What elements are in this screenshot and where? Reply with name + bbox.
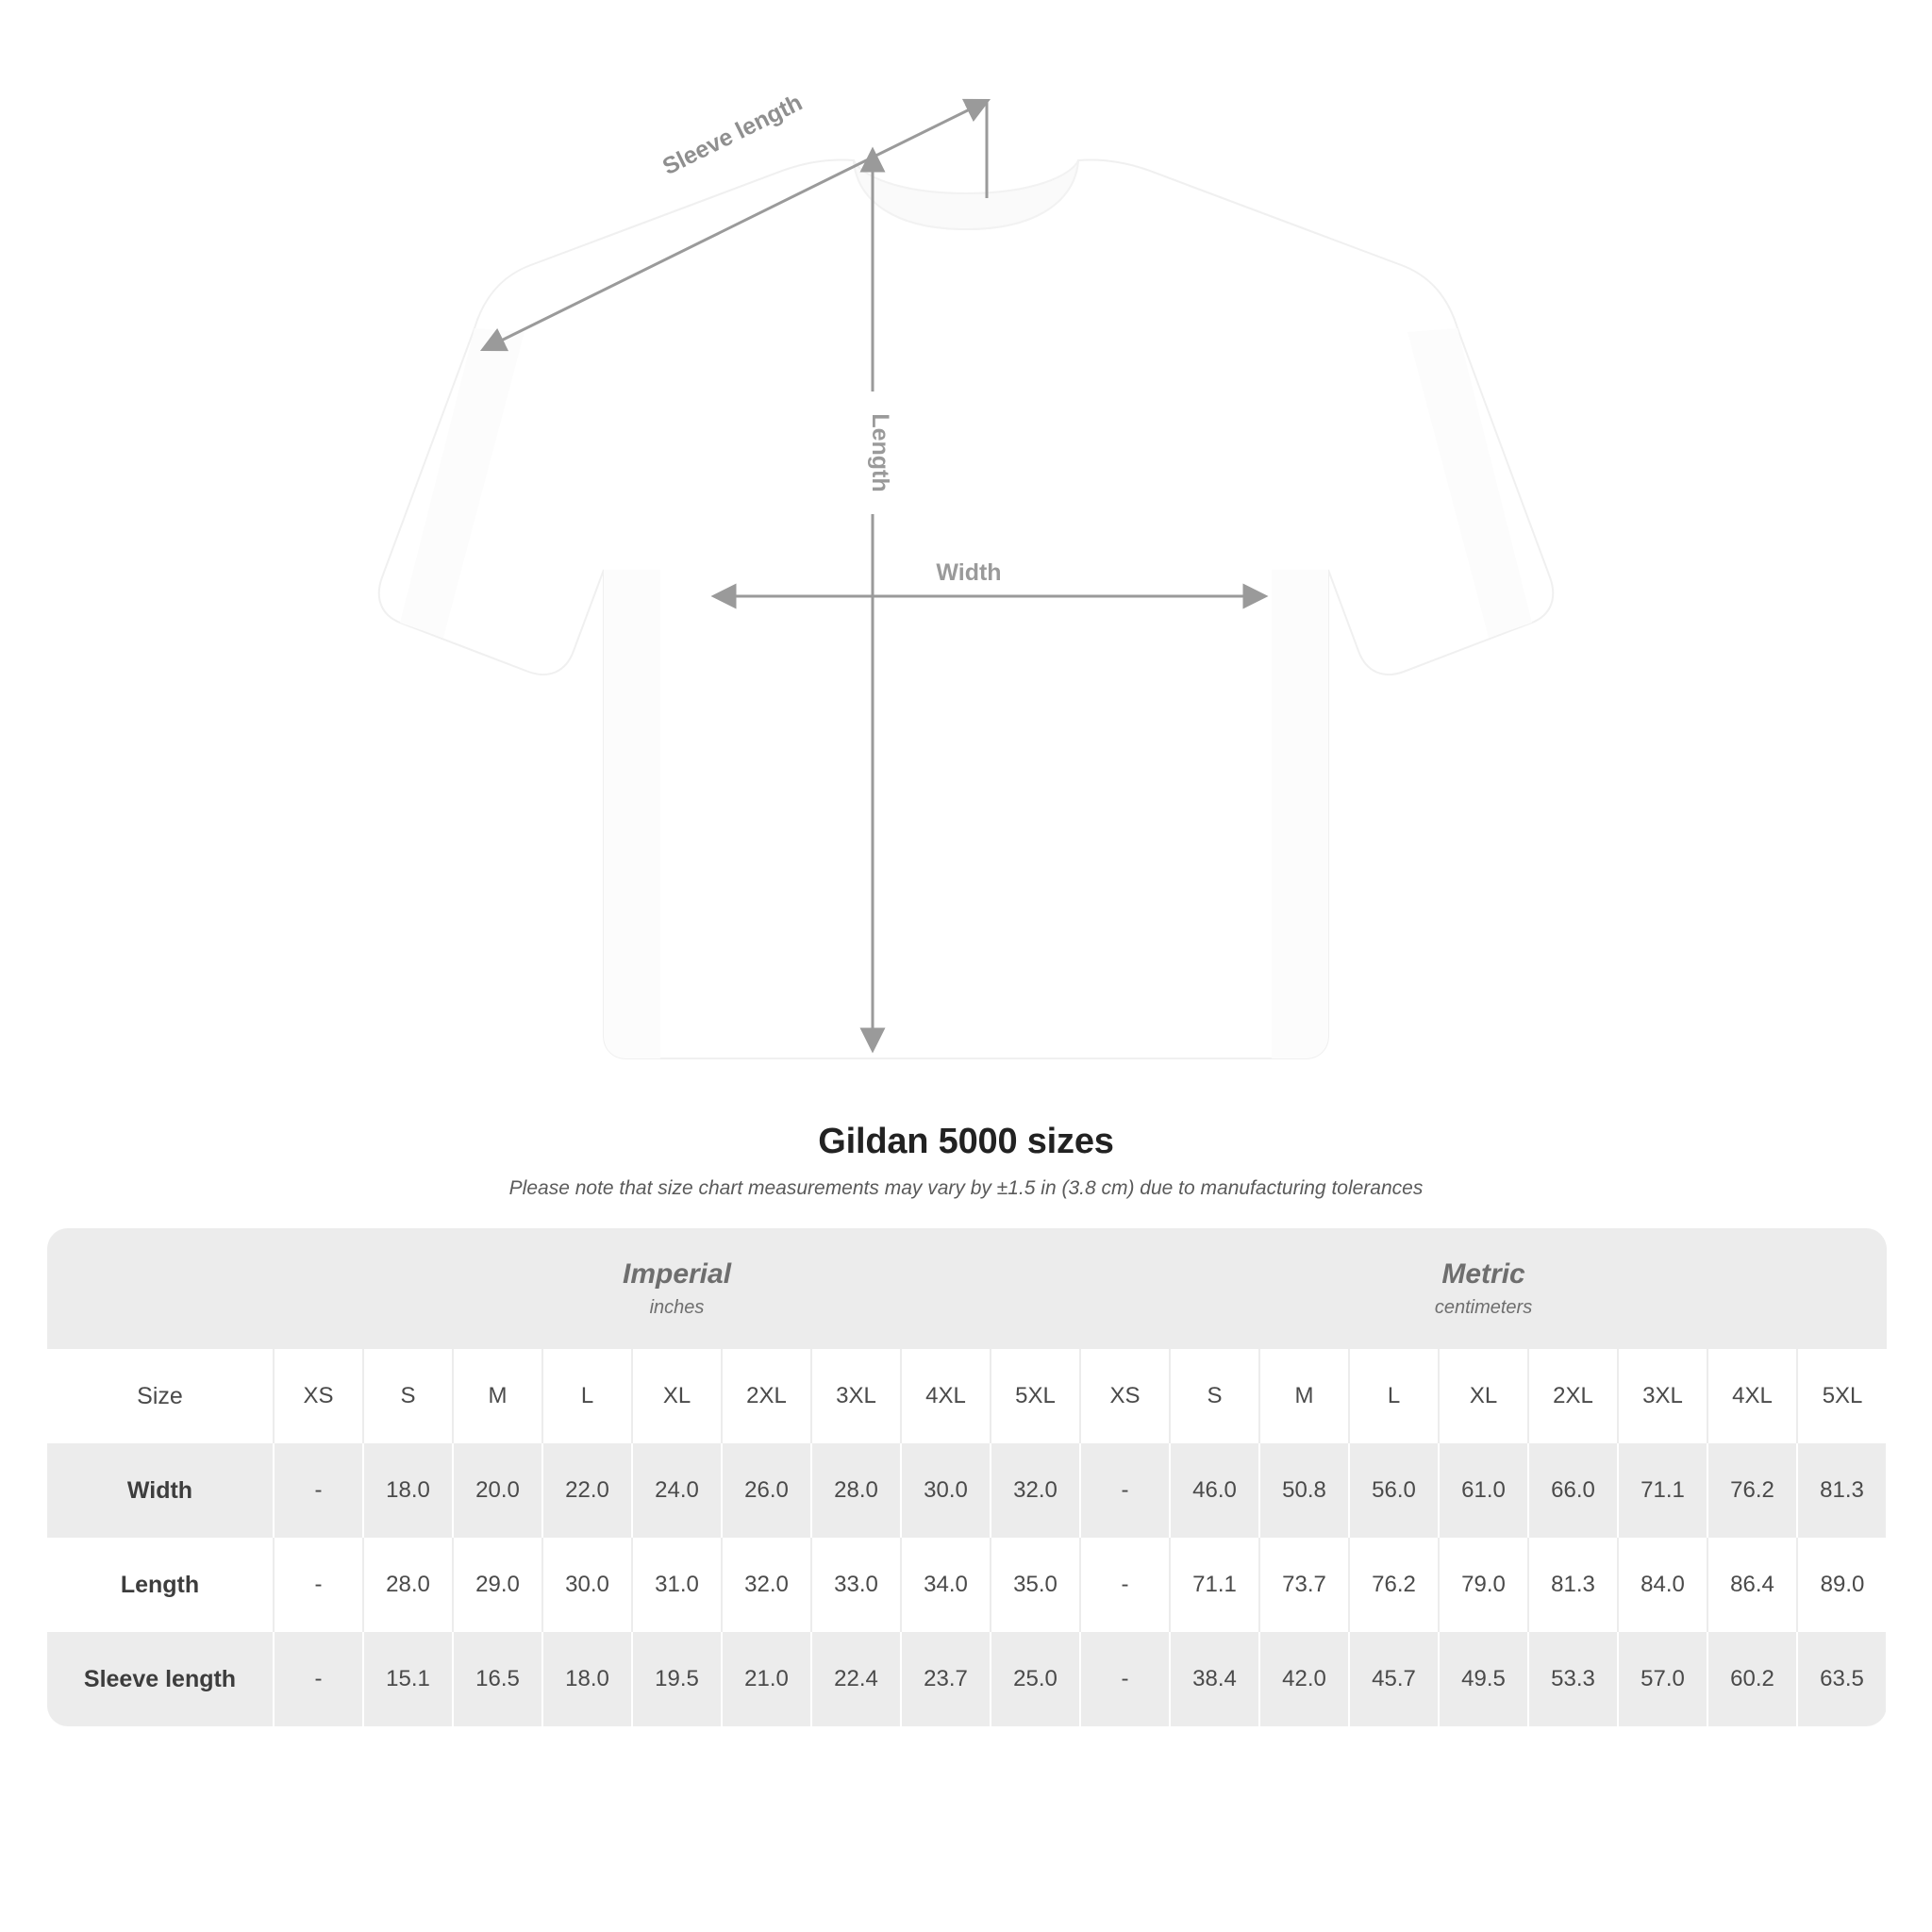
size-header-label: Size [47, 1349, 274, 1443]
row-label-width: Width [47, 1443, 274, 1538]
cell-width-metric-s: 46.0 [1170, 1443, 1259, 1538]
cell-sleeve-imperial-5xl: 25.0 [991, 1632, 1080, 1726]
size-header-metric-m: M [1259, 1349, 1349, 1443]
unit-header-row [47, 1228, 1887, 1349]
size-header-imperial-xl: XL [632, 1349, 722, 1443]
size-header-metric-2xl: 2XL [1528, 1349, 1618, 1443]
cell-length-imperial-l: 30.0 [542, 1538, 632, 1632]
size-header-row [47, 1349, 1887, 1443]
size-header-imperial-3xl: 3XL [811, 1349, 901, 1443]
size-header-imperial-m: M [453, 1349, 542, 1443]
unit-metric-sub: centimeters [1434, 1297, 1533, 1318]
cell-length-imperial-3xl: 33.0 [811, 1538, 901, 1632]
size-table [47, 1228, 1888, 1726]
row-label-sleeve-length: Sleeve length [47, 1632, 274, 1726]
cell-sleeve-imperial-4xl: 23.7 [901, 1632, 991, 1726]
size-header-metric-4xl: 4XL [1707, 1349, 1797, 1443]
unit-imperial-name: Imperial [622, 1258, 732, 1290]
cell-sleeve-imperial-xs: - [274, 1632, 363, 1726]
cell-width-metric-3xl: 71.1 [1618, 1443, 1707, 1538]
row-label-length: Length [47, 1538, 274, 1632]
size-header-imperial-4xl: 4XL [901, 1349, 991, 1443]
cell-length-imperial-2xl: 32.0 [722, 1538, 811, 1632]
cell-width-imperial-4xl: 30.0 [901, 1443, 991, 1538]
cell-sleeve-imperial-s: 15.1 [363, 1632, 453, 1726]
cell-width-imperial-xl: 24.0 [632, 1443, 722, 1538]
size-table-wrapper [47, 1228, 1885, 1726]
cell-width-metric-2xl: 66.0 [1528, 1443, 1618, 1538]
cell-sleeve-metric-2xl: 53.3 [1528, 1632, 1618, 1726]
chart-heading-block [0, 1122, 1932, 1200]
cell-width-imperial-3xl: 28.0 [811, 1443, 901, 1538]
table-row [47, 1538, 1887, 1632]
table-row [47, 1443, 1887, 1538]
cell-sleeve-metric-4xl: 60.2 [1707, 1632, 1797, 1726]
tshirt-shape [379, 159, 1553, 1058]
cell-sleeve-metric-xl: 49.5 [1439, 1632, 1528, 1726]
size-header-imperial-s: S [363, 1349, 453, 1443]
cell-length-metric-5xl: 89.0 [1797, 1538, 1887, 1632]
size-header-imperial-2xl: 2XL [722, 1349, 811, 1443]
cell-width-imperial-xs: - [274, 1443, 363, 1538]
cell-length-metric-xl: 79.0 [1439, 1538, 1528, 1632]
cell-sleeve-metric-3xl: 57.0 [1618, 1632, 1707, 1726]
cell-length-metric-xs: - [1080, 1538, 1170, 1632]
cell-length-imperial-xl: 31.0 [632, 1538, 722, 1632]
cell-length-metric-s: 71.1 [1170, 1538, 1259, 1632]
page-title: Gildan 5000 sizes [818, 1122, 1114, 1161]
cell-length-imperial-m: 29.0 [453, 1538, 542, 1632]
cell-width-metric-l: 56.0 [1349, 1443, 1439, 1538]
cell-length-imperial-4xl: 34.0 [901, 1538, 991, 1632]
cell-width-metric-m: 50.8 [1259, 1443, 1349, 1538]
cell-length-metric-m: 73.7 [1259, 1538, 1349, 1632]
unit-header-metric [1080, 1228, 1887, 1349]
size-header-metric-l: L [1349, 1349, 1439, 1443]
size-header-metric-s: S [1170, 1349, 1259, 1443]
cell-width-imperial-5xl: 32.0 [991, 1443, 1080, 1538]
size-header-metric-xs: XS [1080, 1349, 1170, 1443]
cell-width-imperial-l: 22.0 [542, 1443, 632, 1538]
cell-sleeve-metric-s: 38.4 [1170, 1632, 1259, 1726]
size-header-imperial-xs: XS [274, 1349, 363, 1443]
table-row [47, 1632, 1887, 1726]
size-header-metric-xl: XL [1439, 1349, 1528, 1443]
cell-width-imperial-m: 20.0 [453, 1443, 542, 1538]
cell-sleeve-metric-5xl: 63.5 [1797, 1632, 1887, 1726]
cell-sleeve-metric-l: 45.7 [1349, 1632, 1439, 1726]
cell-width-imperial-s: 18.0 [363, 1443, 453, 1538]
unit-metric-name: Metric [1441, 1258, 1525, 1290]
cell-length-metric-3xl: 84.0 [1618, 1538, 1707, 1632]
cell-length-metric-2xl: 81.3 [1528, 1538, 1618, 1632]
cell-sleeve-imperial-xl: 19.5 [632, 1632, 722, 1726]
unit-header-imperial [274, 1228, 1080, 1349]
cell-sleeve-metric-xs: - [1080, 1632, 1170, 1726]
size-header-metric-5xl: 5XL [1797, 1349, 1887, 1443]
cell-length-imperial-xs: - [274, 1538, 363, 1632]
cell-length-imperial-s: 28.0 [363, 1538, 453, 1632]
unit-header-spacer [47, 1228, 274, 1349]
size-header-imperial-5xl: 5XL [991, 1349, 1080, 1443]
size-header-metric-3xl: 3XL [1618, 1349, 1707, 1443]
cell-length-metric-4xl: 86.4 [1707, 1538, 1797, 1632]
sleeve-length-label: Sleeve length [658, 89, 807, 181]
cell-width-metric-xl: 61.0 [1439, 1443, 1528, 1538]
length-label: Length [867, 413, 893, 492]
cell-length-imperial-5xl: 35.0 [991, 1538, 1080, 1632]
unit-imperial-sub: inches [649, 1297, 705, 1318]
cell-width-metric-5xl: 81.3 [1797, 1443, 1887, 1538]
size-header-imperial-l: L [542, 1349, 632, 1443]
cell-sleeve-imperial-3xl: 22.4 [811, 1632, 901, 1726]
cell-width-metric-4xl: 76.2 [1707, 1443, 1797, 1538]
cell-length-metric-l: 76.2 [1349, 1538, 1439, 1632]
width-label: Width [936, 559, 1002, 586]
cell-sleeve-imperial-m: 16.5 [453, 1632, 542, 1726]
cell-sleeve-metric-m: 42.0 [1259, 1632, 1349, 1726]
tolerance-note: Please note that size chart measurements may vary by ±1.5 in (3.8 cm) due to manufacturing tolerances [508, 1177, 1424, 1199]
cell-sleeve-imperial-2xl: 21.0 [722, 1632, 811, 1726]
cell-sleeve-imperial-l: 18.0 [542, 1632, 632, 1726]
cell-width-imperial-2xl: 26.0 [722, 1443, 811, 1538]
cell-width-metric-xs: - [1080, 1443, 1170, 1538]
